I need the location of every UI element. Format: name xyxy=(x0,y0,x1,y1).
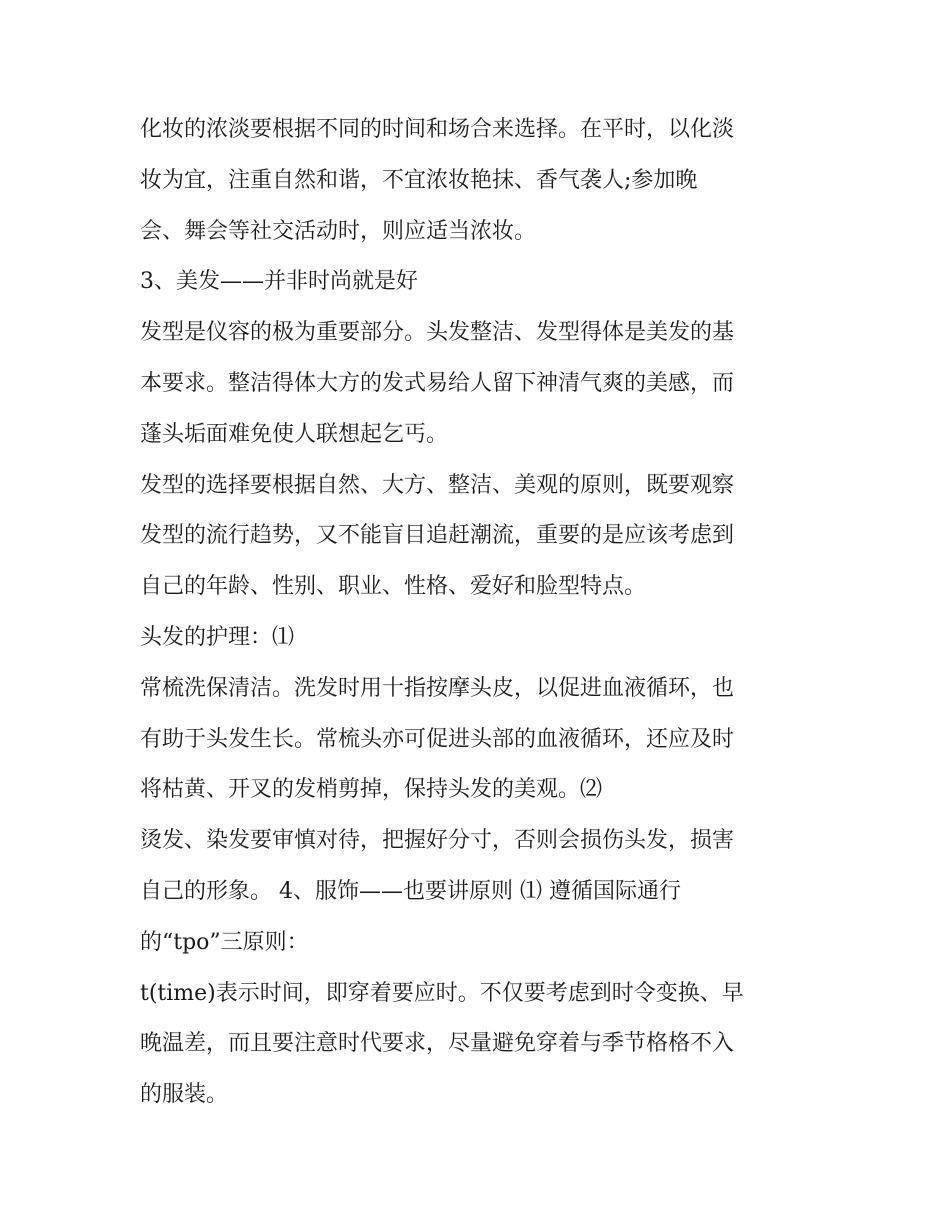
section-heading: 3、美发——并非时尚就是好 xyxy=(140,269,418,294)
text-line: 自己的年龄、性别、职业、性格、爱好和脸型特点。 xyxy=(140,574,647,599)
text-line: 发型的流行趋势，又不能盲目追赶潮流，重要的是应该考虑到 xyxy=(140,523,735,548)
text-line: 化妆的浓淡要根据不同的时间和场合来选择。在平时，以化淡 xyxy=(140,117,735,142)
text-line: 常梳洗保清洁。洗发时用十指按摩头皮，以促进血液循环，也 xyxy=(140,676,735,701)
text-line: 自己的形象。 4、服饰——也要讲原则 ⑴ 遵循国际通行 xyxy=(140,879,681,904)
text-line: 发型是仪容的极为重要部分。头发整洁、发型得体是美发的基 xyxy=(140,320,735,345)
text-line: 会、舞会等社交活动时，则应适当浓妆。 xyxy=(140,219,537,244)
text-line: 头发的护理：⑴ xyxy=(140,625,295,650)
text-line: 的服装。 xyxy=(140,1082,229,1107)
text-line: 将枯黄、开叉的发梢剪掉，保持头发的美观。⑵ xyxy=(140,777,603,802)
text-line: 的“tpo”三原则： xyxy=(140,930,309,955)
text-line: 本要求。整洁得体大方的发式易给人留下神清气爽的美感，而 xyxy=(140,371,735,396)
text-line: 晚温差，而且要注意时代要求，尽量避免穿着与季节格格不入 xyxy=(140,1031,735,1056)
text-line: 发型的选择要根据自然、大方、整洁、美观的原则，既要观察 xyxy=(140,473,735,498)
text-line: t(time)表示时间，即穿着要应时。不仅要考虑到时令变换、早 xyxy=(140,981,744,1006)
text-line: 蓬头垢面难免使人联想起乞丐。 xyxy=(140,422,449,447)
text-line: 有助于头发生长。常梳头亦可促进头部的血液循环，还应及时 xyxy=(140,727,735,752)
text-line: 烫发、染发要审慎对待，把握好分寸，否则会损伤头发，损害 xyxy=(140,828,735,853)
text-line: 妆为宜，注重自然和谐，不宜浓妆艳抹、香气袭人;参加晚 xyxy=(140,168,698,193)
